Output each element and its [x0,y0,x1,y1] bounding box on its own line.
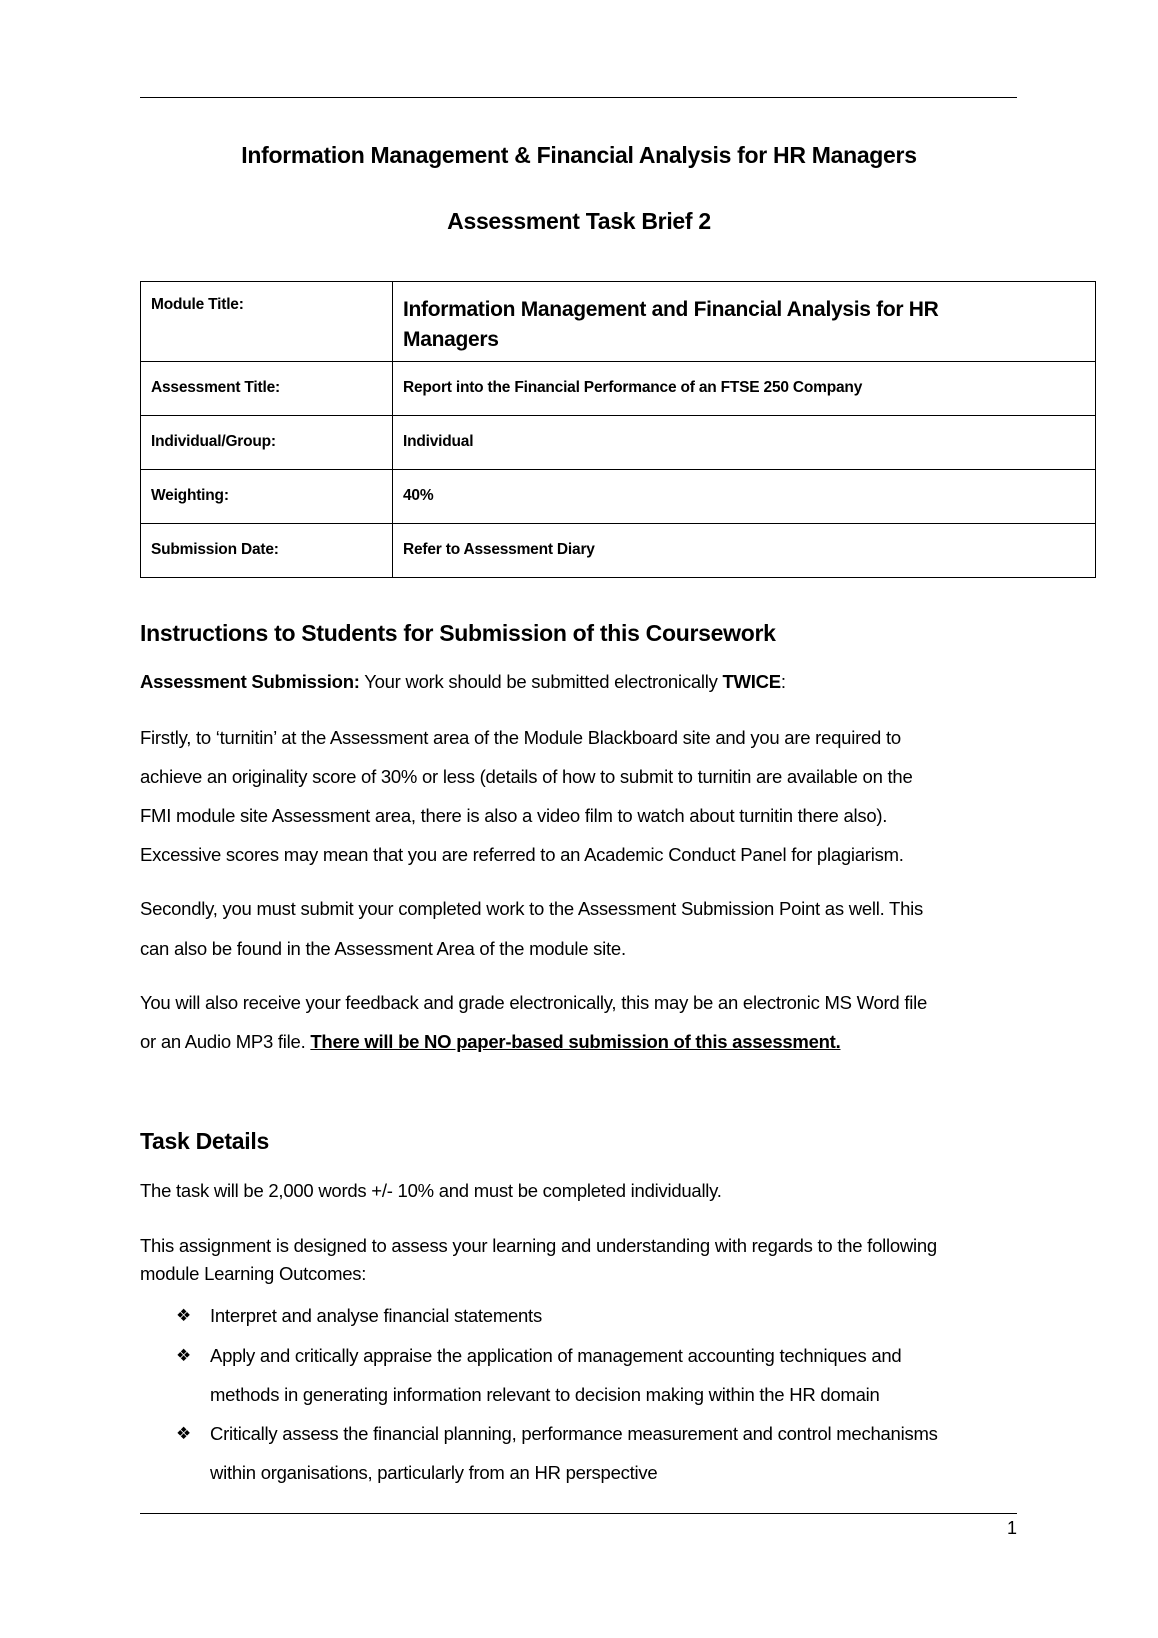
table-row [141,470,1096,524]
submission-paragraph [140,671,786,693]
diamond-bullet-icon: ❖ [176,1346,192,1365]
diamond-bullet-icon: ❖ [176,1424,192,1443]
module-title-line2: Managers [403,328,499,351]
outcomes-intro-line-1: This assignment is designed to assess your learning and understanding with regards to the following [140,1235,937,1256]
outcome-3-line-2: within organisations, particularly from an HR perspective [210,1462,658,1483]
table-row [141,282,1096,362]
module-title-line1: Information Management and Financial Analysis for HR [403,298,939,321]
submission-label: Assessment Submission: [140,671,360,692]
individual-group-value: Individual [393,416,1096,470]
turnitin-line-4: Excessive scores may mean that you are referred to an Academic Conduct Panel for plagiarism. [140,844,904,865]
table-row [141,416,1096,470]
instructions-heading: Instructions to Students for Submission of this Coursework [140,620,776,646]
word-count-text: The task will be 2,000 words +/- 10% and must be completed individually. [140,1180,722,1201]
weighting-value: 40% [393,470,1096,524]
module-title-label: Module Title: [141,282,393,362]
submission-end: : [780,671,786,692]
feedback-line-2-start: or an Audio MP3 file. [140,1031,311,1052]
feedback-line-1: You will also receive your feedback and grade electronically, this may be an electronic MS Word file [140,992,928,1013]
module-info-table [140,281,1096,578]
document-title: Information Management & Financial Analysis for HR Managers [241,142,917,168]
assessment-title-value: Report into the Financial Performance of an FTSE 250 Company [393,362,1096,416]
submission-emphasis: TWICE [722,671,781,692]
turnitin-line-2: achieve an originality score of 30% or less (details of how to submit to turnitin are available on the [140,766,913,787]
submission-point-line-1: Secondly, you must submit your completed work to the Assessment Submission Point as well. This [140,898,923,919]
page-number: 1 [1006,1518,1017,1538]
outcome-3-line-1: Critically assess the financial planning, performance measurement and control mechanisms [210,1423,938,1444]
outcomes-intro-line-2: module Learning Outcomes: [140,1263,367,1284]
document-subtitle: Assessment Task Brief 2 [447,208,711,234]
outcome-2-line-1: Apply and critically appraise the application of management accounting techniques and [210,1345,902,1366]
turnitin-line-3: FMI module site Assessment area, there is also a video film to watch about turnitin there also). [140,805,888,826]
submission-point-line-2: can also be found in the Assessment Area of the module site. [140,938,626,959]
weighting-label: Weighting: [141,470,393,524]
outcome-2-line-2: methods in generating information relevant to decision making within the HR domain [210,1384,880,1405]
feedback-line-2 [140,1031,840,1053]
outcome-1-line-1: Interpret and analyse financial statements [210,1305,542,1326]
footer-rule [140,1513,1017,1514]
submission-text: Your work should be submitted electronically [359,671,723,692]
individual-group-label: Individual/Group: [141,416,393,470]
table-row [141,362,1096,416]
table-row [141,524,1096,578]
module-title-value [393,282,1096,362]
turnitin-line-1: Firstly, to ‘turnitin’ at the Assessment area of the Module Blackboard site and you are required to [140,727,901,748]
task-details-heading: Task Details [140,1128,269,1154]
no-paper-notice: There will be NO paper-based submission of this assessment. [310,1031,841,1052]
header-rule [140,97,1017,98]
submission-date-value: Refer to Assessment Diary [393,524,1096,578]
assessment-title-label: Assessment Title: [141,362,393,416]
diamond-bullet-icon: ❖ [176,1306,192,1325]
submission-date-label: Submission Date: [141,524,393,578]
